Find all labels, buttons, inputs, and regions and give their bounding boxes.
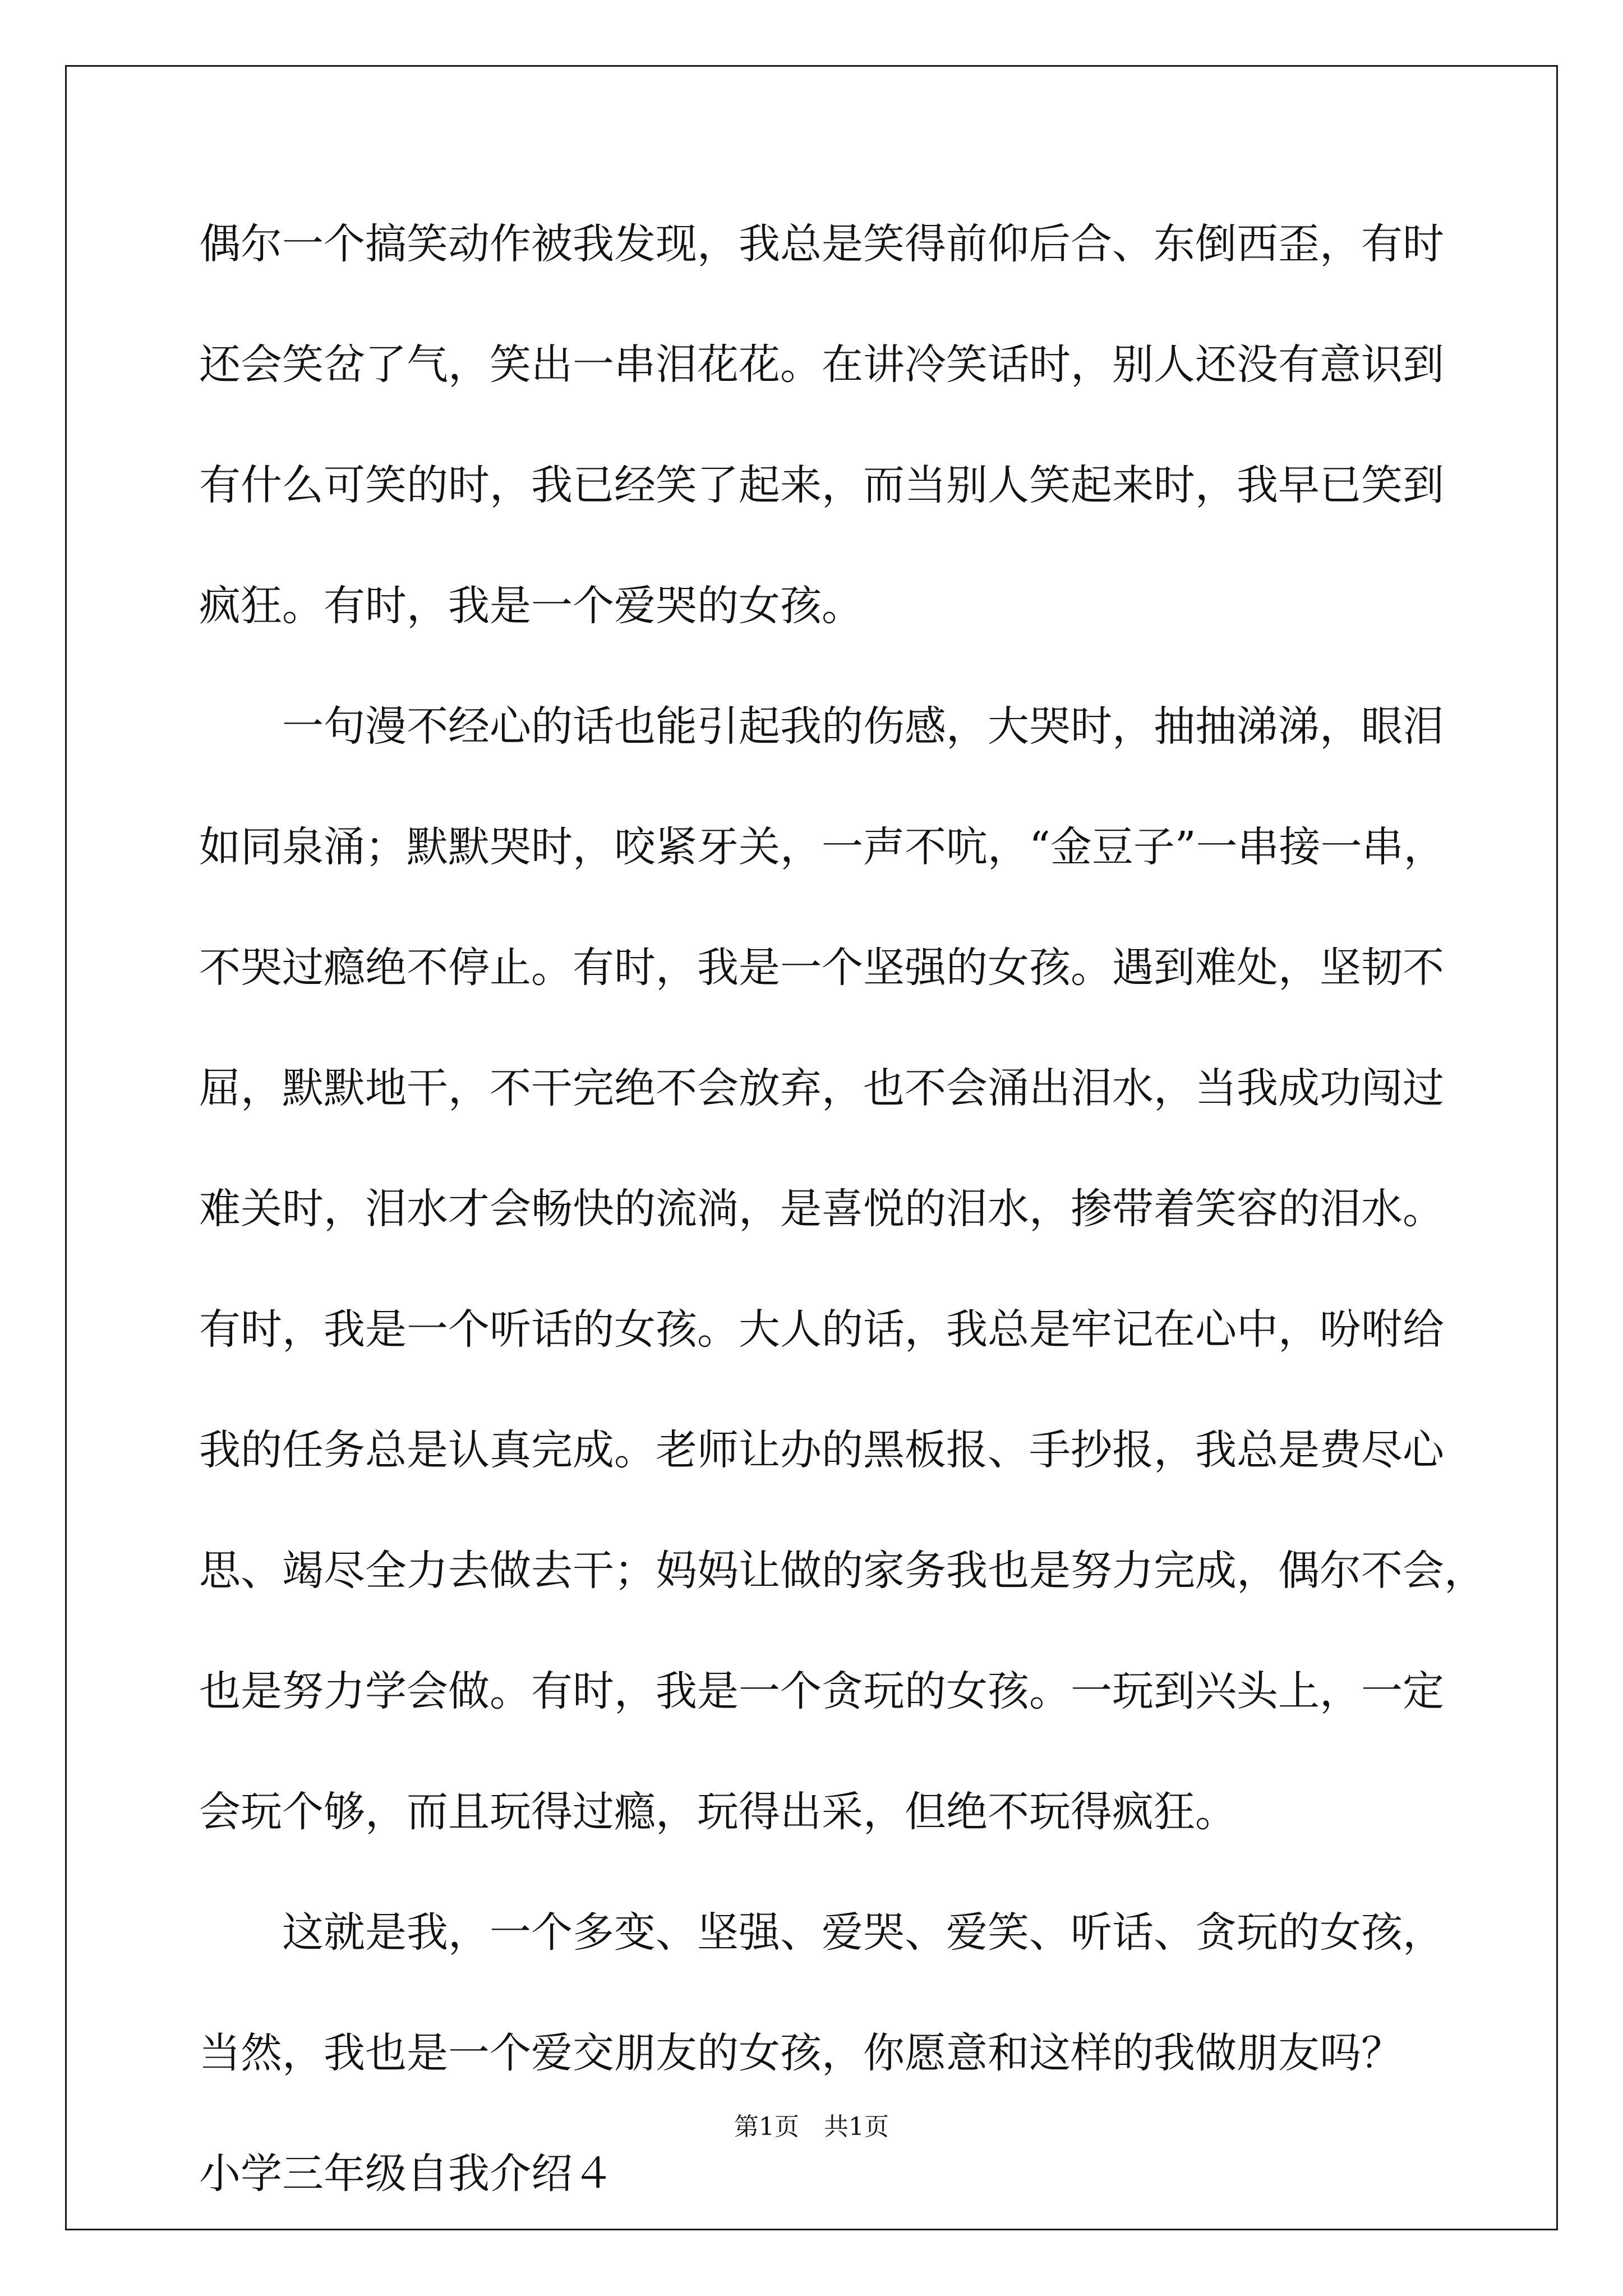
text-line: 小学三年级自我介绍４ [199, 2150, 614, 2198]
text-line: 会玩个够，而且玩得过瘾，玩得出采，但绝不玩得疯狂。 [199, 1788, 1237, 1836]
text-line: 这就是我，一个多变、坚强、爱哭、爱笑、听话、贪玩的女孩， [282, 1908, 1444, 1957]
page-footer: 第1页 共1页 [734, 2113, 889, 2141]
text-line: 屈，默默地干，不干完绝不会放弃，也不会涌出泪水，当我成功闯过 [199, 1064, 1444, 1112]
text-line: 有时，我是一个听话的女孩。大人的话，我总是牢记在心中，吩咐给 [199, 1305, 1444, 1354]
text-line: 有什么可笑的时，我已经笑了起来，而当别人笑起来时，我早已笑到 [199, 461, 1444, 509]
document-body [199, 213, 1486, 2263]
text-line: 难关时，泪水才会畅快的流淌，是喜悦的泪水，掺带着笑容的泪水。 [199, 1185, 1444, 1233]
text-line: 还会笑岔了气，笑出一串泪花花。在讲冷笑话时，别人还没有意识到 [199, 341, 1444, 389]
text-line: 当然，我也是一个爱交朋友的女孩，你愿意和这样的我做朋友吗？ [199, 2029, 1403, 2077]
text-line: 偶尔一个搞笑动作被我发现，我总是笑得前仰后合、东倒西歪，有时 [199, 220, 1444, 268]
text-line: 如同泉涌；默默哭时，咬紧牙关，一声不吭，“金豆子”一串接一串， [199, 823, 1445, 871]
text-line: 我的任务总是认真完成。老师让办的黑板报、手抄报，我总是费尽心 [199, 1426, 1444, 1474]
text-line: 思、竭尽全力去做去干；妈妈让做的家务我也是努力完成，偶尔不会， [199, 1547, 1486, 1595]
text-line: 一句漫不经心的话也能引起我的伤感，大哭时，抽抽涕涕，眼泪 [282, 702, 1444, 751]
text-line: 也是努力学会做。有时，我是一个贪玩的女孩。一玩到兴头上，一定 [199, 1667, 1444, 1715]
text-line: 不哭过瘾绝不停止。有时，我是一个坚强的女孩。遇到难处，坚韧不 [199, 944, 1444, 992]
text-line: 疯狂。有时，我是一个爱哭的女孩。 [199, 582, 863, 630]
